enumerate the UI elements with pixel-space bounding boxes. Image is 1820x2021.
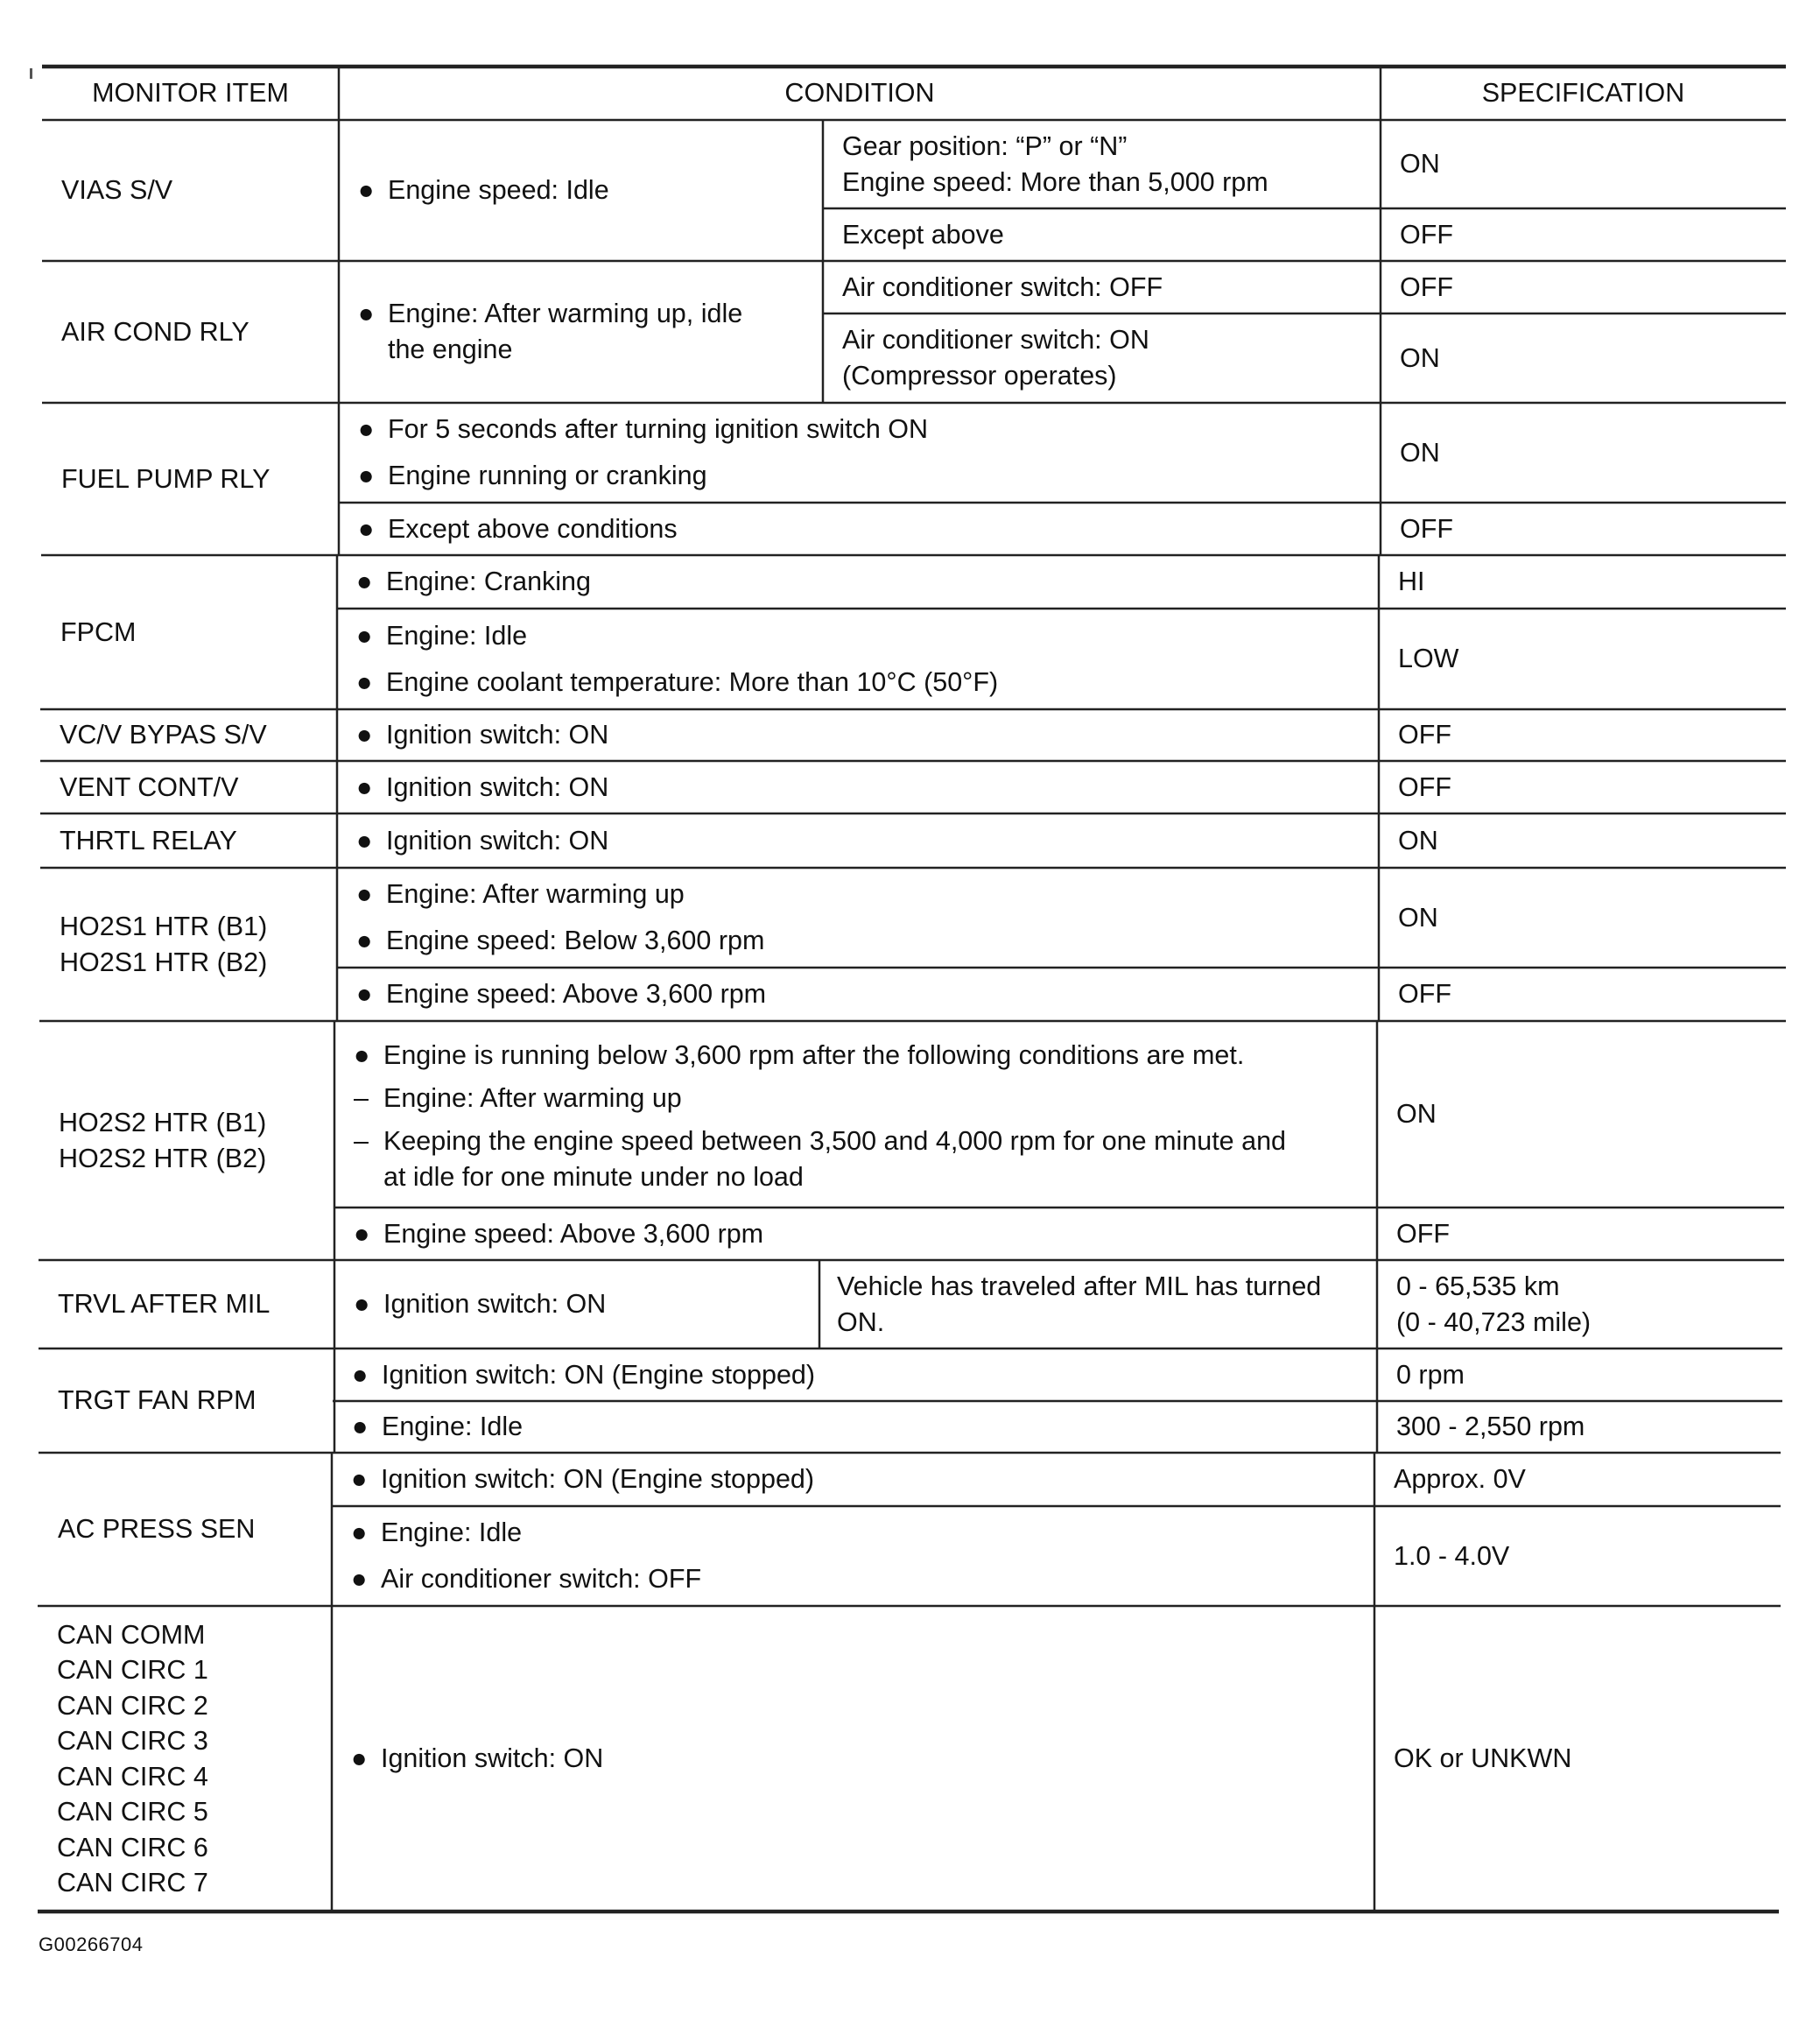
spec-air-cond-2: ON bbox=[1400, 342, 1440, 373]
monitor-item-can bbox=[38, 1606, 332, 1912]
spec-fpcm-1: HI bbox=[1398, 567, 1425, 596]
spec-vias-2: OFF bbox=[1400, 219, 1453, 250]
monitor-item-vias: VIAS S/V bbox=[61, 175, 173, 205]
spec-ho2s2-2: OFF bbox=[1396, 1218, 1450, 1249]
bullet-icon: ● bbox=[356, 979, 373, 1009]
can-item: CAN CIRC 5 bbox=[57, 1797, 208, 1827]
sub-condition-vias-2: Except above bbox=[842, 219, 1004, 250]
condition-trgt-fan-2: ● Engine: Idle bbox=[333, 1401, 1377, 1453]
condition-fpcm-2: ● Engine: Idle ● Engine coolant temperature: More than 10°C (50°F) bbox=[337, 609, 1379, 709]
sub-condition-trvl-after-mil: Vehicle has traveled after MIL has turned ON. bbox=[837, 1271, 1322, 1337]
spec-trgt-fan-1: 0 rpm bbox=[1396, 1359, 1465, 1390]
spec-trvl-after-mil: 0 - 65,535 km (0 - 40,723 mile) bbox=[1396, 1271, 1592, 1337]
monitor-item-ho2s2-htr: HO2S2 HTR (B1) HO2S2 HTR (B2) bbox=[59, 1107, 267, 1173]
condition-fuel-pump-1: ● For 5 seconds after turning ignition switch ON ● Engine running or cranking bbox=[339, 403, 1381, 503]
spec-fuel-pump-2: OFF bbox=[1400, 513, 1453, 544]
bullet-icon: ● bbox=[351, 1464, 368, 1494]
condition-air-cond: ● Engine: After warming up, idle the engine bbox=[339, 261, 823, 403]
bullet-icon: ● bbox=[358, 461, 375, 490]
bullet-icon: ● bbox=[358, 513, 375, 544]
spec-vcv-bypass: OFF bbox=[1398, 720, 1451, 750]
monitor-item-trvl-after-mil: TRVL AFTER MIL bbox=[58, 1289, 271, 1319]
spec-ho2s1-1: ON bbox=[1398, 902, 1438, 933]
condition-thrtl-relay: ● Ignition switch: ON bbox=[337, 813, 1379, 868]
monitor-item-air-cond: AIR COND RLY bbox=[61, 316, 249, 347]
bullet-icon: ● bbox=[358, 414, 375, 444]
monitor-item-trgt-fan-rpm: TRGT FAN RPM bbox=[58, 1385, 256, 1415]
monitor-item-vcv-bypass: VC/V BYPAS S/V bbox=[60, 720, 267, 750]
monitor-item-fpcm: FPCM bbox=[60, 616, 137, 647]
spec-fuel-pump-1: ON bbox=[1400, 437, 1440, 468]
sub-condition-air-cond-2: Air conditioner switch: ON (Compressor operates) bbox=[842, 325, 1149, 391]
bullet-icon: ● bbox=[358, 175, 375, 205]
spec-ho2s2-1: ON bbox=[1396, 1099, 1437, 1129]
spec-ac-press-2: 1.0 - 4.0V bbox=[1394, 1540, 1510, 1571]
dash-icon: – bbox=[354, 1125, 369, 1156]
dash-icon: – bbox=[354, 1082, 369, 1113]
spec-thrtl-relay: ON bbox=[1398, 825, 1438, 856]
monitor-item-fuel-pump: FUEL PUMP RLY bbox=[61, 463, 271, 494]
spec-can: OK or UNKWN bbox=[1394, 1743, 1572, 1773]
spec-fpcm-2: LOW bbox=[1398, 644, 1459, 673]
header-specification: SPECIFICATION bbox=[1481, 78, 1685, 108]
condition-vias: ● Engine speed: Idle bbox=[339, 120, 823, 261]
condition-vcv-bypass: ● Ignition switch: ON bbox=[337, 709, 1379, 761]
condition-fpcm-1: ● Engine: Cranking bbox=[337, 555, 1379, 609]
bullet-icon: ● bbox=[351, 1518, 368, 1547]
bullet-icon: ● bbox=[356, 720, 373, 750]
monitor-item-thrtl-relay: THRTL RELAY bbox=[60, 825, 237, 856]
condition-ac-press-2: ● Engine: Idle ● Air conditioner switch: OFF bbox=[332, 1506, 1374, 1606]
condition-ho2s1-2: ● Engine speed: Above 3,600 rpm bbox=[337, 968, 1379, 1021]
can-item: CAN CIRC 4 bbox=[57, 1761, 208, 1792]
condition-vent-cont: ● Ignition switch: ON bbox=[337, 761, 1379, 813]
condition-can: ● Ignition switch: ON bbox=[332, 1606, 1374, 1912]
monitor-item-ho2s1-htr: HO2S1 HTR (B1) HO2S1 HTR (B2) bbox=[60, 911, 268, 977]
figure-code: G00266704 bbox=[39, 1933, 144, 1955]
bullet-icon: ● bbox=[351, 1743, 368, 1773]
condition-fuel-pump-2: ● Except above conditions bbox=[339, 503, 1381, 555]
can-item: CAN COMM bbox=[57, 1619, 206, 1650]
condition-ho2s1-1: ● Engine: After warming up ● Engine speed: Below 3,600 rpm bbox=[337, 868, 1379, 968]
can-item: CAN CIRC 6 bbox=[57, 1832, 208, 1863]
scan-mark bbox=[30, 68, 32, 79]
bullet-icon: ● bbox=[356, 879, 373, 909]
spec-vent-cont: OFF bbox=[1398, 771, 1451, 802]
bullet-icon: ● bbox=[354, 1218, 370, 1249]
bullet-icon: ● bbox=[356, 620, 373, 651]
spec-ho2s1-2: OFF bbox=[1398, 979, 1451, 1009]
spec-air-cond-1: OFF bbox=[1400, 271, 1453, 302]
header-monitor-item: MONITOR ITEM bbox=[92, 78, 289, 108]
condition-ac-press-1: ● Ignition switch: ON (Engine stopped) bbox=[332, 1453, 1374, 1506]
bullet-icon: ● bbox=[351, 1564, 368, 1594]
bullet-icon: ● bbox=[354, 1289, 370, 1319]
can-item: CAN CIRC 1 bbox=[57, 1655, 208, 1685]
sub-condition-vias-1: Gear position: “P” or “N” Engine speed: More than 5,000 rpm bbox=[842, 130, 1268, 197]
bullet-icon: ● bbox=[356, 666, 373, 697]
header-condition: CONDITION bbox=[784, 78, 935, 108]
can-item: CAN CIRC 7 bbox=[57, 1868, 208, 1898]
spec-ac-press-1: Approx. 0V bbox=[1394, 1464, 1526, 1494]
bullet-icon: ● bbox=[356, 926, 373, 955]
condition-ho2s2-1: ● Engine is running below 3,600 rpm after the following conditions are met. – Engine: After warming up – Keeping the engine speed between 3,500 and 4,000 rpm for one minute and at idle for one minute under no load bbox=[334, 1021, 1377, 1208]
sub-condition-air-cond-1: Air conditioner switch: OFF bbox=[842, 271, 1163, 302]
monitor-item-vent-cont: VENT CONT/V bbox=[60, 771, 239, 802]
bullet-icon: ● bbox=[356, 825, 373, 856]
bullet-icon: ● bbox=[356, 567, 373, 596]
condition-ho2s2-2: ● Engine speed: Above 3,600 rpm bbox=[334, 1208, 1377, 1260]
condition-trvl-after-mil: ● Ignition switch: ON bbox=[334, 1260, 819, 1349]
bullet-icon: ● bbox=[354, 1039, 370, 1070]
spec-vias-1: ON bbox=[1400, 149, 1440, 179]
condition-trgt-fan-1: ● Ignition switch: ON (Engine stopped) bbox=[333, 1349, 1377, 1401]
can-item: CAN CIRC 2 bbox=[57, 1690, 208, 1721]
can-item: CAN CIRC 3 bbox=[57, 1726, 208, 1756]
bullet-icon: ● bbox=[352, 1359, 369, 1390]
monitor-item-ac-press-sen: AC PRESS SEN bbox=[58, 1514, 256, 1544]
bullet-icon: ● bbox=[358, 299, 375, 328]
spec-trgt-fan-2: 300 - 2,550 rpm bbox=[1396, 1412, 1585, 1441]
bullet-icon: ● bbox=[352, 1412, 369, 1441]
bullet-icon: ● bbox=[356, 771, 373, 802]
